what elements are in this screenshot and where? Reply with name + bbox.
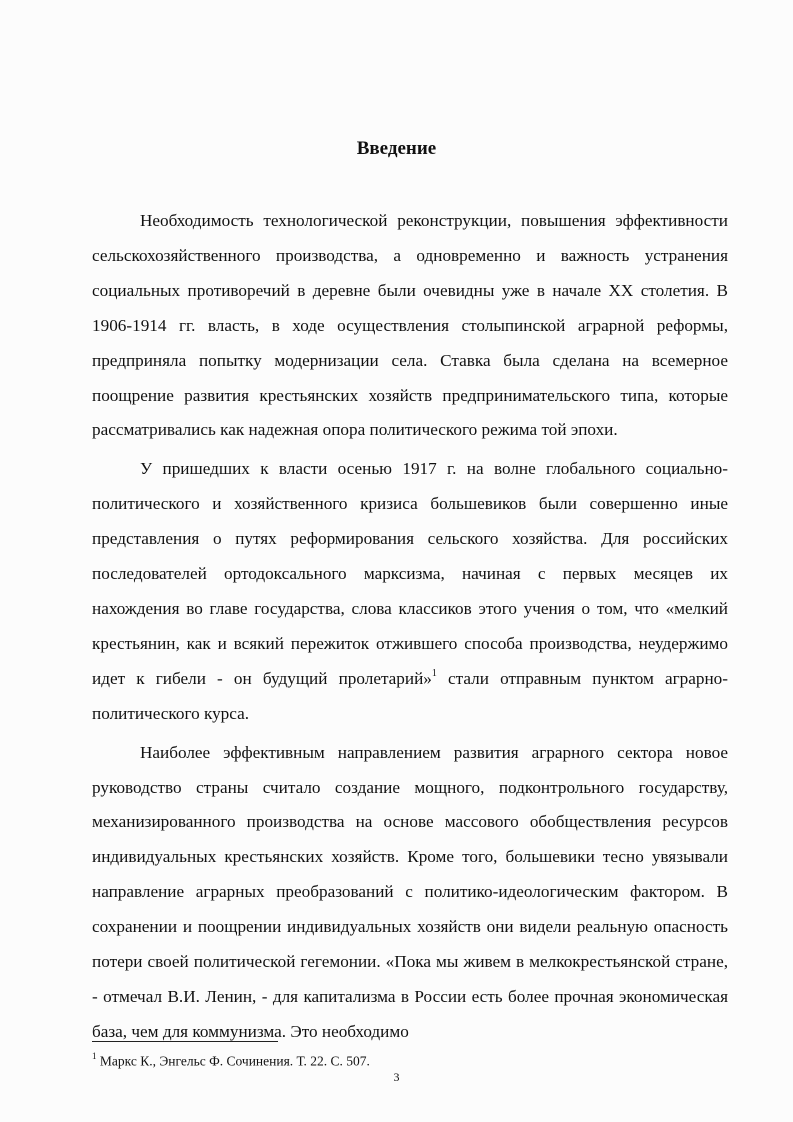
footnote-divider [92, 1041, 278, 1042]
body-text [92, 204, 728, 1054]
paragraph-1: Необходимость технологической реконструкции, повышения эффективности сельскохозяйственного производства, а одновременно и важность устранения социальных противоречий в деревне были очевидны уже в начале XX столетия. В 1906-1914 гг. власть, в ходе осуществления столыпинской аграрной реформы, предприняла попытку модернизации села. Ставка была сделана на всемерное поощрение развития крестьянских хозяйств предпринимательского типа, которые рассматривались как надежная опора политического режима той эпохи. [92, 211, 728, 440]
paragraph-3: Наиболее эффективным направлением развития аграрного сектора новое руководство страны считало создание мощного, подконтрольного государству, механизированного производства на основе массового обобществления ресурсов индивидуальных крестьянских хозяйств. Кроме того, большевики тесно увязывали направление аграрных преобразований с политико-идеологическим фактором. В сохранении и поощрении индивидуальных хозяйств они видели реальную опасность потери своей политической гегемонии. «Пока мы живем в мелкокрестьянской стране, - отмечал В.И. Ленин, - для капитализма в России есть более прочная экономическая база, чем для коммунизма. Это необходимо [92, 742, 728, 1041]
footnote-mark: 1 [92, 1051, 97, 1061]
page-number: 3 [393, 1070, 400, 1084]
paragraph-2 [92, 452, 728, 731]
paragraph-2-text-end: стали отправным пунктом аграрно-политического курса. [92, 668, 729, 723]
page-title: Введение [356, 138, 437, 159]
paragraph-2-text: У пришедших к власти осенью 1917 г. на волне глобального социально-политического и хозяйственного кризиса большевиков были совершенно иные представления о путях реформирования сельского хозяйства. Для российских последователей ортодоксального марксизма, начиная с первых месяцев их нахождения во главе государства, слова классиков этого учения о том, что «мелкий крестьянин, как и всякий пережиток отжившего способа производства, неудержимо идет к гибели - он будущий пролетарий» [92, 459, 728, 688]
footnote [92, 1048, 370, 1071]
footnote-reference: 1 [431, 668, 437, 680]
footnote-text: Маркс К., Энгельс Ф. Сочинения. Т. 22. С. 507. [96, 1053, 370, 1069]
